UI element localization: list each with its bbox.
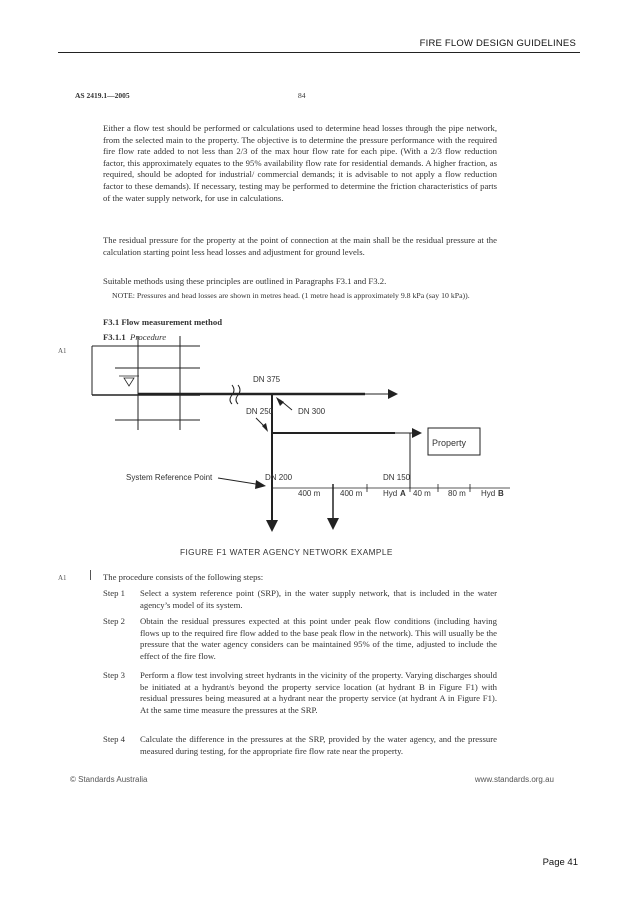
label-dn150: DN 150 [383, 473, 411, 482]
section-number: F3.1.1 [103, 332, 126, 342]
footer-website: www.standards.org.au [474, 775, 554, 784]
label-srp: System Reference Point [126, 473, 213, 482]
label-dn250: DN 250 [246, 407, 274, 416]
step-text: Select a system reference point (SRP), in the water supply network, that is included in the water agency’s model of its system. [140, 588, 497, 610]
step-3 [103, 670, 497, 716]
step-label: Step 1 [103, 588, 125, 598]
dn300-leader-arrow [276, 397, 284, 406]
main-flow-arrow [388, 389, 398, 399]
label-hydrant-a-prefix: Hyd [383, 489, 398, 498]
label-length-3: 40 m [413, 489, 431, 498]
step-4 [103, 734, 497, 757]
amendment-marker-1: A1 [58, 347, 67, 355]
step-text: Obtain the residual pressures expected at this point under peak flow conditions (including having flows up to the required fire flow added to the base peak flow in the network). This will usually be the pressure that the water agency considers can be maintained 95% of the time, adjusted to include the effect of the fire flow. [140, 616, 497, 661]
step-label: Step 3 [103, 670, 125, 680]
header-title: FIRE FLOW DESIGN GUIDELINES [419, 38, 576, 49]
paragraph-1: Either a flow test should be performed or calculations used to determine head losses through the pipe network, from the selected main to the property. The objective is to determine the pressure performance with the required fire flow rate added to not less than 2/3 of the max hour flow rate for each pipe. (With a 2/3 flow reduction factor, this approximately equates to the 95% availability flow rate for residential demands. A higher fraction, as required, should be adopted for industrial/ commercial demands; it is advisable to not apply a flow reduction factor to these demands). If necessary, testing may be performed to determine the friction characteristics of parts of the water supply network, for use in calculations. [103, 123, 497, 203]
label-length-4: 80 m [448, 489, 466, 498]
note: NOTE: Pressures and head losses are shown in metres head. (1 metre head is approximately 9.8 kPa (say 10 kPa)). [112, 291, 470, 300]
amendment-marker-2: A1 [58, 574, 67, 582]
step-label: Step 2 [103, 616, 125, 626]
paragraph-2: The residual pressure for the property at the point of connection at the main shall be the residual pressure at the calculation starting point less head losses and adjustment for ground levels. [103, 235, 497, 257]
standard-page-number: 84 [298, 91, 306, 100]
label-hydrant-a: A [400, 489, 406, 498]
label-dn200: DN 200 [265, 473, 293, 482]
label-length-2: 400 m [340, 489, 363, 498]
srp-leader [218, 478, 262, 485]
hydrant-down-arrow [327, 518, 339, 530]
label-dn375: DN 375 [253, 375, 281, 384]
label-hydrant-b-prefix: Hyd [481, 489, 496, 498]
label-length-1: 400 m [298, 489, 321, 498]
branch-down-arrow [266, 520, 278, 532]
step-label: Step 4 [103, 734, 125, 744]
step-text: Perform a flow test involving street hydrants in the vicinity of the property. Varying discharges should be initiated at a hydrant/s beyond the property service location (at hydrant B in Figure F1) with residual pressures being measured at a hydrant near the property service (at hydrant A in Figure F1). At the same time measure the pressures at the SRP. [140, 670, 497, 715]
step-2 [103, 616, 497, 662]
procedure-intro: The procedure consists of the following steps: [103, 572, 264, 582]
water-level-icon [124, 378, 134, 386]
label-dn300: DN 300 [298, 407, 326, 416]
section-heading-f31: F3.1 Flow measurement method [103, 317, 223, 327]
section-subtitle: Procedure [130, 332, 167, 342]
step-text: Calculate the difference in the pressures at the SRP, provided by the water agency, and the pressure measured during testing, for the appropriate fire flow rate near the property. [140, 734, 497, 756]
label-property: Property [432, 438, 467, 448]
footer-copyright: © Standards Australia [70, 775, 148, 784]
step-1 [103, 588, 497, 611]
figure-caption: FIGURE F1 WATER AGENCY NETWORK EXAMPLE [180, 547, 393, 557]
label-hydrant-b: B [498, 489, 504, 498]
pipe-dn150-flow-arrow [412, 428, 422, 438]
paragraph-3: Suitable methods using these principles are outlined in Paragraphs F3.1 and F3.2. [103, 276, 387, 286]
page-number: Page 41 [542, 857, 578, 868]
standard-number: AS 2419.1—2005 [75, 91, 130, 100]
